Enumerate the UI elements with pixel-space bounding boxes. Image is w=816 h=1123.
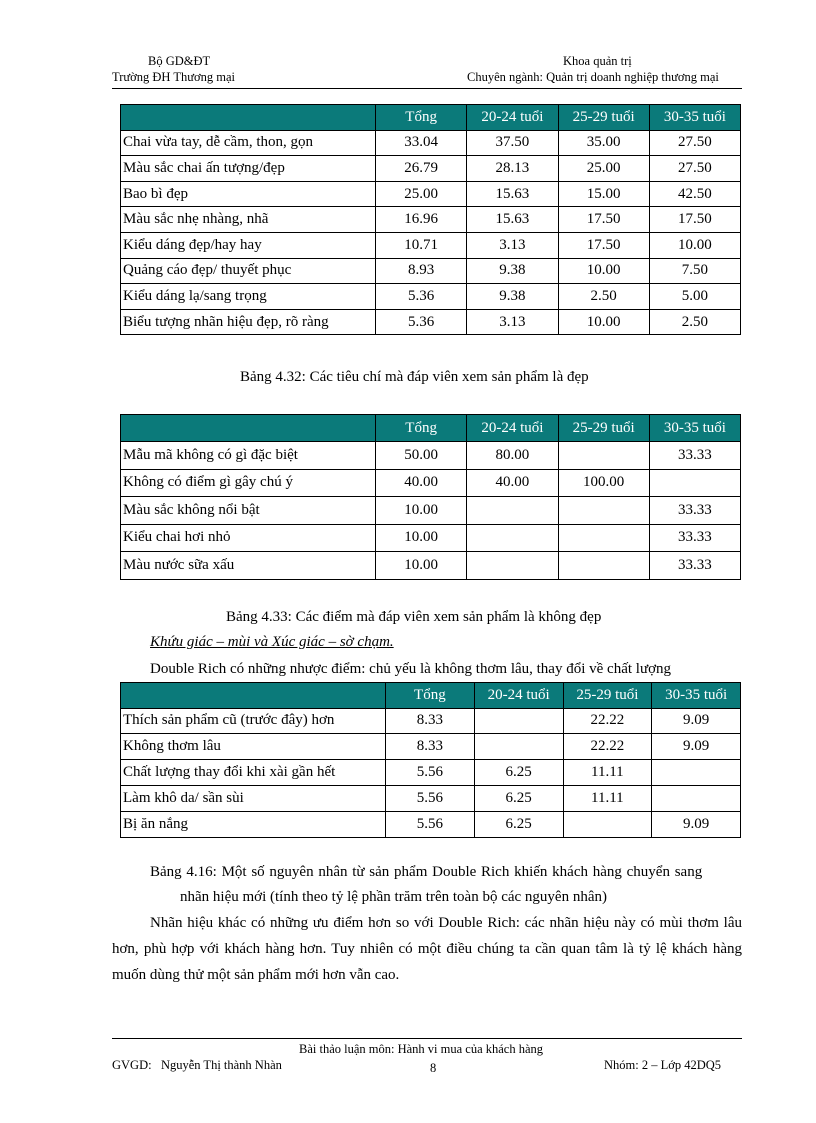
cell-value: 10.00 xyxy=(376,497,467,525)
row-label: Thích sản phẩm cũ (trước đây) hơn xyxy=(121,708,386,734)
header-cell: 30-35 tuổi xyxy=(649,105,740,131)
cell-value: 5.56 xyxy=(386,760,475,786)
table-row xyxy=(121,156,741,182)
cell-value: 22.22 xyxy=(563,708,652,734)
table-row xyxy=(121,284,741,310)
cell-value xyxy=(467,552,558,580)
row-label: Không thơm lâu xyxy=(121,734,386,760)
header-cell: Tổng xyxy=(386,683,475,709)
header-cell: Tổng xyxy=(376,415,467,442)
table-header-row xyxy=(121,415,741,442)
header-cell: 30-35 tuổi xyxy=(649,415,740,442)
cell-value: 8.93 xyxy=(376,258,467,284)
cell-value: 5.36 xyxy=(376,309,467,335)
cell-value xyxy=(467,524,558,552)
cell-value: 11.11 xyxy=(563,760,652,786)
table3-caption-line2: nhãn hiệu mới (tính theo tỷ lệ phần trăm trên toàn bộ các nguyên nhân) xyxy=(180,889,607,905)
row-label: Màu sắc chai ấn tượng/đẹp xyxy=(121,156,376,182)
table-header-row xyxy=(121,683,741,709)
row-label: Quảng cáo đẹp/ thuyết phục xyxy=(121,258,376,284)
cell-value: 40.00 xyxy=(376,469,467,497)
cell-value xyxy=(652,760,741,786)
table-row xyxy=(121,785,741,811)
row-label: Chất lượng thay đổi khi xài gần hết xyxy=(121,760,386,786)
cell-value: 5.36 xyxy=(376,284,467,310)
cell-value: 10.00 xyxy=(558,258,649,284)
table-row xyxy=(121,130,741,156)
table-row xyxy=(121,552,741,580)
row-label: Mẫu mã không có gì đặc biệt xyxy=(121,442,376,470)
cell-value: 25.00 xyxy=(558,156,649,182)
cell-value: 11.11 xyxy=(563,785,652,811)
row-label: Kiểu dáng đẹp/hay hay xyxy=(121,232,376,258)
header-cell: 25-29 tuổi xyxy=(563,683,652,709)
cell-value: 33.33 xyxy=(649,442,740,470)
table1-caption: Bảng 4.32: Các tiêu chí mà đáp viên xem sản phẩm là đẹp xyxy=(240,369,589,385)
cell-value: 8.33 xyxy=(386,734,475,760)
row-label: Bao bì đẹp xyxy=(121,181,376,207)
table-row xyxy=(121,734,741,760)
table-row xyxy=(121,232,741,258)
cell-value xyxy=(474,708,563,734)
table-row xyxy=(121,760,741,786)
body-paragraph: Nhãn hiệu khác có những ưu điểm hơn so với Double Rich: các nhãn hiệu này có mùi thơm lâu hơn, phù hợp với khách hàng hơn. Tuy nhiên có một điều chúng ta cần quan tâm là tỷ lệ khách hàng muốn dùng thử một sản phẩm mới hơn vẫn cao. xyxy=(112,915,742,983)
footer-rule xyxy=(112,1038,742,1039)
cell-value: 33.33 xyxy=(649,524,740,552)
row-label: Màu sắc nhẹ nhàng, nhã xyxy=(121,207,376,233)
header-cell xyxy=(121,415,376,442)
cell-value: 6.25 xyxy=(474,785,563,811)
cell-value: 6.25 xyxy=(474,760,563,786)
header-rule xyxy=(112,88,742,89)
cell-value: 5.56 xyxy=(386,785,475,811)
header-right-line2: Chuyên ngành: Quản trị doanh nghiệp thương mại xyxy=(467,70,719,84)
cell-value xyxy=(563,811,652,837)
row-label: Bị ăn nắng xyxy=(121,811,386,837)
header-cell: Tổng xyxy=(376,105,467,131)
table-row xyxy=(121,708,741,734)
header-cell: 25-29 tuổi xyxy=(558,415,649,442)
footer-center: Bài thảo luận môn: Hành vi mua của khách hàng xyxy=(299,1042,544,1056)
row-label: Biểu tượng nhãn hiệu đẹp, rõ ràng xyxy=(121,309,376,335)
cell-value: 8.33 xyxy=(386,708,475,734)
row-label: Không có điểm gì gây chú ý xyxy=(121,469,376,497)
table-row xyxy=(121,181,741,207)
footer-right: Nhóm: 2 – Lớp 42DQ5 xyxy=(604,1058,722,1072)
cell-value: 9.09 xyxy=(652,811,741,837)
cell-value: 15.63 xyxy=(467,207,558,233)
header-left-line1: Bộ GD&ĐT xyxy=(148,54,211,68)
header-cell: 20-24 tuổi xyxy=(474,683,563,709)
cell-value: 100.00 xyxy=(558,469,649,497)
table-row xyxy=(121,811,741,837)
cell-value: 26.79 xyxy=(376,156,467,182)
table-beauty-criteria xyxy=(120,104,741,335)
header-right-line1: Khoa quản trị xyxy=(563,54,632,68)
cell-value: 9.38 xyxy=(467,258,558,284)
table-row xyxy=(121,309,741,335)
table-row xyxy=(121,258,741,284)
cell-value xyxy=(652,785,741,811)
table-row xyxy=(121,497,741,525)
row-label: Kiểu chai hơi nhỏ xyxy=(121,524,376,552)
cell-value: 33.33 xyxy=(649,552,740,580)
cell-value xyxy=(649,469,740,497)
cell-value: 10.00 xyxy=(376,552,467,580)
cell-value xyxy=(558,552,649,580)
cell-value: 10.00 xyxy=(558,309,649,335)
table-switch-reasons xyxy=(120,682,741,838)
cell-value: 5.56 xyxy=(386,811,475,837)
table2-caption: Bảng 4.33: Các điểm mà đáp viên xem sản phẩm là không đẹp xyxy=(226,609,602,625)
cell-value: 80.00 xyxy=(467,442,558,470)
row-label: Chai vừa tay, dễ cầm, thon, gọn xyxy=(121,130,376,156)
cell-value: 9.38 xyxy=(467,284,558,310)
cell-value: 27.50 xyxy=(649,130,740,156)
cell-value: 22.22 xyxy=(563,734,652,760)
cell-value: 6.25 xyxy=(474,811,563,837)
cell-value: 25.00 xyxy=(376,181,467,207)
cell-value: 5.00 xyxy=(649,284,740,310)
cell-value: 3.13 xyxy=(467,309,558,335)
section-heading: Khứu giác – mùi và Xúc giác – sờ chạm. xyxy=(150,634,394,650)
cell-value: 10.00 xyxy=(376,524,467,552)
cell-value: 40.00 xyxy=(467,469,558,497)
table-not-beautiful-points xyxy=(120,414,741,580)
cell-value: 7.50 xyxy=(649,258,740,284)
page-number: 8 xyxy=(430,1061,437,1075)
intro-line: Double Rich có những nhược điểm: chủ yếu là không thơm lâu, thay đổi về chất lượng xyxy=(150,661,672,677)
cell-value: 33.33 xyxy=(649,497,740,525)
row-label: Làm khô da/ sần sùi xyxy=(121,785,386,811)
cell-value: 15.63 xyxy=(467,181,558,207)
cell-value: 16.96 xyxy=(376,207,467,233)
cell-value xyxy=(558,497,649,525)
header-cell xyxy=(121,683,386,709)
header-cell: 30-35 tuổi xyxy=(652,683,741,709)
cell-value xyxy=(474,734,563,760)
cell-value: 42.50 xyxy=(649,181,740,207)
cell-value: 2.50 xyxy=(649,309,740,335)
cell-value: 17.50 xyxy=(649,207,740,233)
cell-value: 17.50 xyxy=(558,207,649,233)
table-row xyxy=(121,469,741,497)
cell-value: 27.50 xyxy=(649,156,740,182)
table-row xyxy=(121,524,741,552)
cell-value: 2.50 xyxy=(558,284,649,310)
cell-value xyxy=(558,524,649,552)
cell-value: 10.00 xyxy=(649,232,740,258)
table-header-row xyxy=(121,105,741,131)
row-label: Kiểu dáng lạ/sang trọng xyxy=(121,284,376,310)
table-row xyxy=(121,207,741,233)
cell-value: 10.71 xyxy=(376,232,467,258)
table-row xyxy=(121,442,741,470)
row-label: Màu nước sữa xấu xyxy=(121,552,376,580)
cell-value xyxy=(558,442,649,470)
header-cell: 25-29 tuổi xyxy=(558,105,649,131)
table3-caption-line1: Bảng 4.16: Một số nguyên nhân từ sản phẩm Double Rich khiến khách hàng chuyển sang xyxy=(150,864,703,880)
cell-value: 50.00 xyxy=(376,442,467,470)
header-cell: 20-24 tuổi xyxy=(467,105,558,131)
cell-value: 15.00 xyxy=(558,181,649,207)
header-cell xyxy=(121,105,376,131)
row-label: Màu sắc không nổi bật xyxy=(121,497,376,525)
cell-value xyxy=(467,497,558,525)
header-cell: 20-24 tuổi xyxy=(467,415,558,442)
cell-value: 35.00 xyxy=(558,130,649,156)
footer-left: GVGD: Nguyễn Thị thành Nhàn xyxy=(112,1058,282,1072)
cell-value: 17.50 xyxy=(558,232,649,258)
header-left-line2: Trường ĐH Thương mại xyxy=(112,70,235,84)
cell-value: 28.13 xyxy=(467,156,558,182)
cell-value: 37.50 xyxy=(467,130,558,156)
cell-value: 9.09 xyxy=(652,734,741,760)
cell-value: 9.09 xyxy=(652,708,741,734)
cell-value: 33.04 xyxy=(376,130,467,156)
cell-value: 3.13 xyxy=(467,232,558,258)
